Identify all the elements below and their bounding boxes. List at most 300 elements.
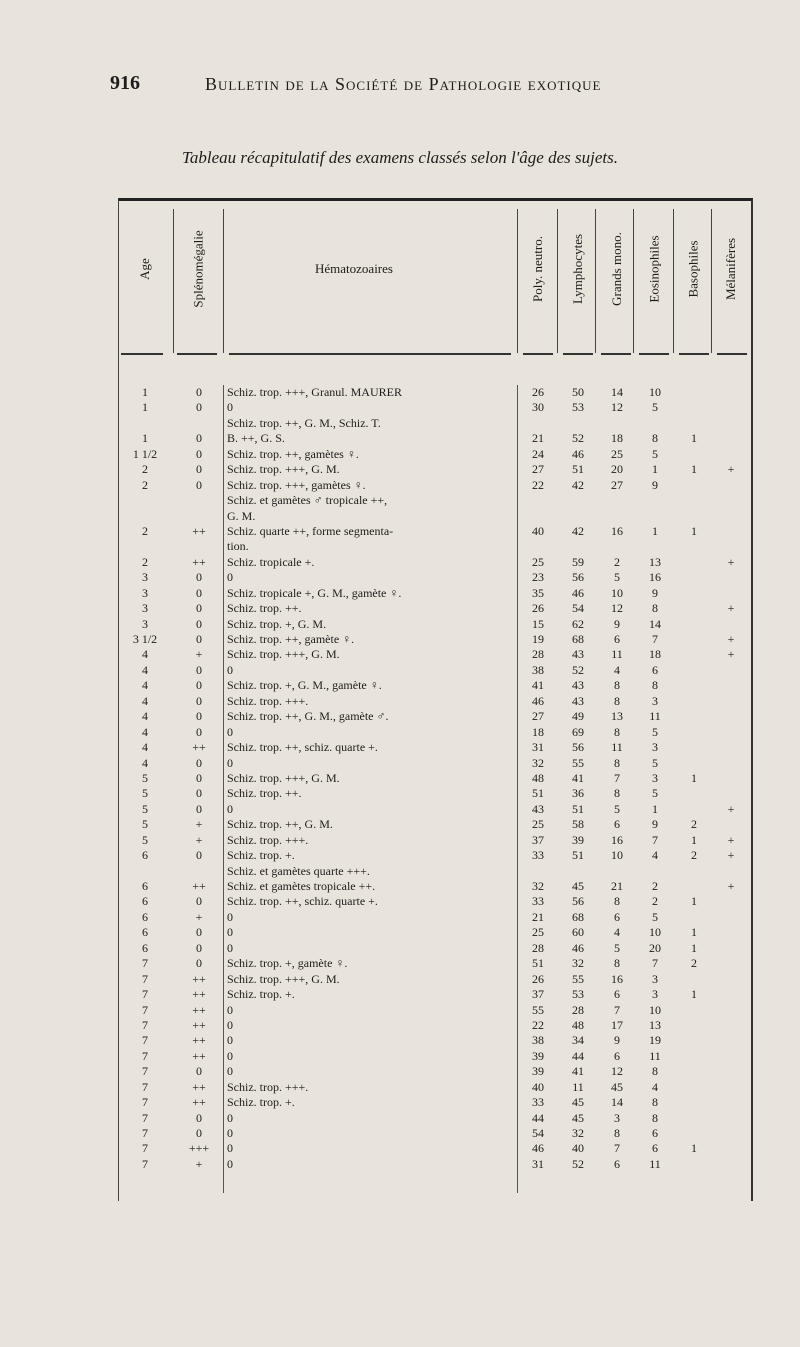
- cell-poly-neutro: 33: [532, 894, 544, 909]
- journal-title: Bulletin de la Société de Pathologie exotique: [205, 74, 602, 94]
- cell-splenomegalie: ++: [192, 1095, 206, 1110]
- cell-poly-neutro: 25: [532, 817, 544, 832]
- table-row: [119, 1064, 751, 1079]
- cell-lymphocytes: 39: [572, 832, 584, 847]
- cell-hematozoaires: 0: [227, 1126, 233, 1140]
- cell-lymphocytes: 53: [572, 400, 584, 415]
- table-row: [119, 462, 751, 477]
- cell-hematozoaires: Schiz. trop. +, G. M.: [227, 616, 327, 631]
- cell-poly-neutro: 38: [532, 662, 544, 677]
- cell-grands-mono: 6: [614, 817, 620, 832]
- cell-basophiles: 1: [691, 770, 697, 785]
- cell-eosinophiles: 9: [652, 817, 658, 832]
- table-row: [119, 756, 751, 771]
- cell-splenomegalie: 0: [196, 786, 202, 801]
- cell-lymphocytes: 45: [572, 1095, 584, 1110]
- cell-basophiles: 1: [691, 925, 697, 940]
- header-rule: [177, 353, 217, 355]
- cell-melaniferes: +: [727, 832, 735, 847]
- table-row: [119, 694, 751, 709]
- table-row: [119, 555, 751, 570]
- cell-grands-mono: 21: [611, 879, 623, 893]
- cell-age: 7: [142, 1048, 148, 1063]
- cell-basophiles: 1: [691, 987, 697, 1002]
- cell-hematozoaires: Schiz. trop. +++, G. M.: [227, 770, 340, 785]
- cell-hematozoaires: Schiz. trop. ++.: [227, 601, 302, 616]
- cell-splenomegalie: ++: [192, 523, 206, 538]
- cell-poly-neutro: 27: [532, 709, 544, 724]
- cell-eosinophiles: 1: [652, 801, 658, 816]
- cell-age: 6: [142, 879, 148, 893]
- cell-hematozoaires: Schiz. trop. +++, G. M.: [227, 971, 340, 986]
- cell-grands-mono: 20: [611, 462, 623, 477]
- cell-age: 3: [142, 601, 148, 616]
- cell-grands-mono: 7: [614, 770, 620, 785]
- cell-grands-mono: 10: [611, 848, 623, 863]
- column-divider: [223, 209, 224, 353]
- cell-eosinophiles: 7: [652, 832, 658, 847]
- cell-age: 5: [142, 801, 148, 816]
- cell-eosinophiles: 11: [649, 1156, 661, 1171]
- cell-hematozoaires: 0: [227, 801, 233, 816]
- cell-hematozoaires: Schiz. trop. +++, G. M.: [227, 647, 340, 662]
- cell-splenomegalie: ++: [192, 1048, 206, 1063]
- table-row: [119, 678, 751, 693]
- cell-splenomegalie: 0: [196, 925, 202, 940]
- cell-age: 4: [142, 647, 148, 662]
- cell-poly-neutro: 31: [532, 1156, 544, 1171]
- header-rule: [639, 353, 669, 355]
- cell-eosinophiles: 13: [649, 1017, 661, 1032]
- cell-grands-mono: 10: [611, 585, 623, 600]
- cell-age: 7: [142, 1095, 148, 1110]
- cell-grands-mono: 45: [611, 1079, 623, 1094]
- cell-eosinophiles: 6: [652, 1126, 658, 1140]
- header-grands-mono: Grands mono.: [609, 231, 625, 306]
- cell-basophiles: 2: [691, 848, 697, 863]
- cell-hematozoaires: Schiz. trop. ++, G. M., Schiz. T.: [227, 415, 381, 430]
- cell-grands-mono: 3: [614, 1110, 620, 1125]
- cell-grands-mono: 17: [611, 1017, 623, 1032]
- cell-hematozoaires: Schiz. trop. +++, Granul. MAURER: [227, 385, 402, 399]
- cell-lymphocytes: 28: [572, 1002, 584, 1017]
- cell-age: 6: [142, 848, 148, 863]
- cell-basophiles: 1: [691, 523, 697, 538]
- cell-age: 7: [142, 1002, 148, 1017]
- cell-lymphocytes: 52: [572, 1156, 584, 1171]
- table-row: [119, 1126, 751, 1141]
- cell-poly-neutro: 33: [532, 1095, 544, 1110]
- cell-lymphocytes: 43: [572, 678, 584, 693]
- table-row: [119, 925, 751, 940]
- cell-splenomegalie: ++: [192, 879, 206, 893]
- cell-grands-mono: 8: [614, 786, 620, 801]
- cell-grands-mono: 12: [611, 1064, 623, 1079]
- cell-eosinophiles: 3: [652, 971, 658, 986]
- column-divider: [595, 209, 596, 353]
- cell-poly-neutro: 38: [532, 1033, 544, 1048]
- cell-poly-neutro: 26: [532, 601, 544, 616]
- cell-grands-mono: 12: [611, 400, 623, 415]
- cell-hematozoaires: Schiz. quarte ++, forme segmenta-: [227, 523, 394, 538]
- cell-eosinophiles: 4: [652, 1079, 658, 1094]
- cell-age: 2: [142, 554, 148, 569]
- cell-lymphocytes: 50: [572, 385, 584, 399]
- cell-hematozoaires: Schiz. trop. ++, G. M., gamète ♂.: [227, 709, 389, 724]
- cell-splenomegalie: +: [195, 832, 203, 847]
- cell-hematozoaires: Schiz. et gamètes ♂ tropicale ++,: [227, 493, 388, 508]
- column-divider: [557, 209, 558, 353]
- cell-hematozoaires: 0: [227, 724, 233, 739]
- cell-basophiles: 1: [691, 832, 697, 847]
- table-row: [119, 864, 751, 879]
- cell-splenomegalie: +: [195, 909, 203, 924]
- cell-splenomegalie: ++: [192, 1079, 206, 1094]
- cell-hematozoaires: Schiz. trop. ++, schiz. quarte +.: [227, 894, 378, 909]
- cell-age: 1: [142, 385, 148, 399]
- cell-eosinophiles: 3: [652, 693, 658, 708]
- table-row: [119, 385, 751, 400]
- cell-splenomegalie: 0: [196, 1110, 202, 1125]
- column-divider: [517, 209, 518, 353]
- cell-poly-neutro: 25: [532, 554, 544, 569]
- cell-splenomegalie: ++: [192, 1017, 206, 1032]
- cell-age: 7: [142, 1141, 148, 1156]
- cell-splenomegalie: 0: [196, 385, 202, 399]
- cell-grands-mono: 6: [614, 987, 620, 1002]
- cell-eosinophiles: 5: [652, 755, 658, 770]
- cell-basophiles: 2: [691, 817, 697, 832]
- summary-table: [118, 198, 753, 1201]
- cell-splenomegalie: 0: [196, 693, 202, 708]
- cell-grands-mono: 16: [611, 832, 623, 847]
- table-row: [119, 1049, 751, 1064]
- cell-hematozoaires: Schiz. trop. ++, schiz. quarte +.: [227, 740, 378, 755]
- cell-splenomegalie: +: [195, 1156, 203, 1171]
- cell-poly-neutro: 37: [532, 987, 544, 1002]
- cell-hematozoaires: Schiz. trop. ++, G. M.: [227, 817, 333, 832]
- cell-age: 7: [142, 1079, 148, 1094]
- cell-eosinophiles: 1: [652, 462, 658, 477]
- cell-melaniferes: +: [727, 647, 735, 662]
- cell-age: 1: [142, 431, 148, 446]
- cell-basophiles: 1: [691, 1141, 697, 1156]
- cell-splenomegalie: +: [195, 647, 203, 662]
- table-row: [119, 586, 751, 601]
- cell-age: 6: [142, 894, 148, 909]
- header-rule: [601, 353, 631, 355]
- cell-hematozoaires: Schiz. et gamètes quarte +++.: [227, 863, 370, 878]
- cell-eosinophiles: 5: [652, 909, 658, 924]
- cell-eosinophiles: 3: [652, 740, 658, 755]
- cell-eosinophiles: 5: [652, 724, 658, 739]
- cell-poly-neutro: 15: [532, 616, 544, 631]
- cell-grands-mono: 8: [614, 1126, 620, 1140]
- cell-age: 1 1/2: [132, 446, 158, 461]
- header-splenomegalie: Splénomégalie: [191, 229, 207, 308]
- cell-splenomegalie: 0: [196, 431, 202, 446]
- cell-basophiles: 1: [691, 431, 697, 446]
- cell-eosinophiles: 8: [652, 1095, 658, 1110]
- cell-age: 7: [142, 1033, 148, 1048]
- table-row: [119, 1141, 751, 1156]
- cell-age: 5: [142, 786, 148, 801]
- cell-eosinophiles: 11: [649, 1048, 661, 1063]
- table-row: [119, 1003, 751, 1018]
- cell-hematozoaires: Schiz. trop. +++.: [227, 693, 309, 708]
- cell-splenomegalie: 0: [196, 801, 202, 816]
- cell-lymphocytes: 32: [572, 956, 584, 971]
- cell-grands-mono: 16: [611, 523, 623, 538]
- cell-poly-neutro: 41: [532, 678, 544, 693]
- cell-eosinophiles: 5: [652, 400, 658, 415]
- cell-basophiles: 2: [691, 956, 697, 971]
- table-row: [119, 894, 751, 909]
- table-row: [119, 972, 751, 987]
- cell-lymphocytes: 42: [572, 477, 584, 492]
- cell-poly-neutro: 21: [532, 909, 544, 924]
- cell-eosinophiles: 4: [652, 848, 658, 863]
- cell-lymphocytes: 56: [572, 570, 584, 585]
- cell-grands-mono: 13: [611, 709, 623, 724]
- table-row: [119, 848, 751, 863]
- cell-poly-neutro: 39: [532, 1064, 544, 1079]
- cell-eosinophiles: 3: [652, 987, 658, 1002]
- cell-lymphocytes: 43: [572, 647, 584, 662]
- cell-splenomegalie: 0: [196, 709, 202, 724]
- cell-poly-neutro: 18: [532, 724, 544, 739]
- table-row: [119, 817, 751, 832]
- cell-hematozoaires: 0: [227, 1141, 233, 1156]
- cell-splenomegalie: +: [195, 817, 203, 832]
- cell-lymphocytes: 43: [572, 693, 584, 708]
- cell-hematozoaires: Schiz. et gamètes tropicale ++.: [227, 879, 376, 893]
- cell-eosinophiles: 7: [652, 956, 658, 971]
- cell-age: 4: [142, 709, 148, 724]
- cell-grands-mono: 9: [614, 616, 620, 631]
- table-row: [119, 1033, 751, 1048]
- cell-splenomegalie: ++: [192, 740, 206, 755]
- header-rule: [679, 353, 709, 355]
- header-poly-neutro: Poly. neutro.: [530, 235, 545, 302]
- cell-grands-mono: 16: [611, 971, 623, 986]
- cell-poly-neutro: 33: [532, 848, 544, 863]
- table-row: [119, 509, 751, 524]
- cell-lymphocytes: 59: [572, 554, 584, 569]
- table-row: [119, 941, 751, 956]
- cell-lymphocytes: 51: [572, 801, 584, 816]
- cell-splenomegalie: 0: [196, 570, 202, 585]
- cell-age: 7: [142, 1110, 148, 1125]
- cell-grands-mono: 4: [614, 925, 620, 940]
- cell-poly-neutro: 30: [532, 400, 544, 415]
- cell-splenomegalie: 0: [196, 446, 202, 461]
- table-row: [119, 802, 751, 817]
- cell-poly-neutro: 26: [532, 385, 544, 399]
- cell-grands-mono: 8: [614, 755, 620, 770]
- cell-grands-mono: 6: [614, 1156, 620, 1171]
- cell-hematozoaires: 0: [227, 940, 233, 955]
- header-hematozoaires: Hématozoaires: [315, 261, 393, 276]
- cell-splenomegalie: 0: [196, 1064, 202, 1079]
- cell-splenomegalie: 0: [196, 956, 202, 971]
- table-row: [119, 987, 751, 1002]
- cell-eosinophiles: 10: [649, 1002, 661, 1017]
- cell-hematozoaires: Schiz. tropicale +.: [227, 554, 315, 569]
- table-row: [119, 570, 751, 585]
- cell-age: 4: [142, 693, 148, 708]
- cell-splenomegalie: ++: [192, 1033, 206, 1048]
- cell-hematozoaires: B. ++, G. S.: [227, 431, 285, 446]
- cell-poly-neutro: 40: [532, 1079, 544, 1094]
- cell-poly-neutro: 28: [532, 940, 544, 955]
- cell-melaniferes: +: [727, 632, 735, 646]
- cell-age: 1: [142, 400, 148, 415]
- cell-age: 6: [142, 909, 148, 924]
- table-row: [119, 1111, 751, 1126]
- cell-hematozoaires: Schiz. trop. +++.: [227, 832, 309, 847]
- cell-eosinophiles: 8: [652, 1110, 658, 1125]
- cell-lymphocytes: 55: [572, 755, 584, 770]
- cell-age: 4: [142, 755, 148, 770]
- cell-hematozoaires: tion.: [227, 539, 249, 554]
- cell-eosinophiles: 8: [652, 601, 658, 616]
- cell-lymphocytes: 11: [572, 1079, 584, 1094]
- cell-lymphocytes: 41: [572, 770, 584, 785]
- cell-grands-mono: 8: [614, 678, 620, 693]
- cell-splenomegalie: 0: [196, 477, 202, 492]
- cell-age: 5: [142, 832, 148, 847]
- cell-hematozoaires: 0: [227, 1110, 233, 1125]
- cell-eosinophiles: 2: [652, 894, 658, 909]
- table-row: [119, 910, 751, 925]
- cell-hematozoaires: Schiz. trop. +.: [227, 1095, 295, 1110]
- cell-poly-neutro: 51: [532, 786, 544, 801]
- cell-eosinophiles: 6: [652, 662, 658, 677]
- cell-hematozoaires: 0: [227, 662, 233, 677]
- cell-age: 3: [142, 585, 148, 600]
- cell-eosinophiles: 7: [652, 632, 658, 646]
- cell-age: 2: [142, 462, 148, 477]
- cell-eosinophiles: 14: [649, 616, 661, 631]
- cell-hematozoaires: 0: [227, 925, 233, 940]
- cell-splenomegalie: 0: [196, 755, 202, 770]
- cell-melaniferes: +: [727, 879, 735, 893]
- cell-poly-neutro: 46: [532, 693, 544, 708]
- cell-age: 7: [142, 1126, 148, 1140]
- table-body: [119, 385, 751, 1172]
- table-row: [119, 524, 751, 539]
- cell-hematozoaires: Schiz. trop. ++, gamètes ♀.: [227, 446, 359, 461]
- table-row: [119, 447, 751, 462]
- cell-age: 4: [142, 724, 148, 739]
- cell-hematozoaires: Schiz. trop. +++, G. M.: [227, 462, 340, 477]
- cell-poly-neutro: 26: [532, 971, 544, 986]
- cell-grands-mono: 25: [611, 446, 623, 461]
- header-rule: [523, 353, 553, 355]
- cell-basophiles: 1: [691, 462, 697, 477]
- cell-poly-neutro: 44: [532, 1110, 544, 1125]
- cell-splenomegalie: 0: [196, 585, 202, 600]
- cell-grands-mono: 5: [614, 940, 620, 955]
- cell-splenomegalie: ++: [192, 987, 206, 1002]
- cell-grands-mono: 6: [614, 909, 620, 924]
- cell-hematozoaires: 0: [227, 755, 233, 770]
- cell-lymphocytes: 46: [572, 940, 584, 955]
- cell-eosinophiles: 9: [652, 477, 658, 492]
- cell-age: 7: [142, 956, 148, 971]
- cell-lymphocytes: 41: [572, 1064, 584, 1079]
- cell-hematozoaires: Schiz. trop. +.: [227, 987, 295, 1002]
- table-row: [119, 431, 751, 446]
- cell-splenomegalie: 0: [196, 400, 202, 415]
- table-row: [119, 1018, 751, 1033]
- cell-eosinophiles: 13: [649, 554, 661, 569]
- cell-grands-mono: 11: [611, 647, 623, 662]
- cell-age: 5: [142, 817, 148, 832]
- cell-poly-neutro: 32: [532, 755, 544, 770]
- cell-lymphocytes: 56: [572, 740, 584, 755]
- cell-grands-mono: 8: [614, 724, 620, 739]
- cell-age: 6: [142, 925, 148, 940]
- cell-lymphocytes: 52: [572, 662, 584, 677]
- cell-melaniferes: +: [727, 601, 735, 616]
- cell-hematozoaires: 0: [227, 1033, 233, 1048]
- cell-lymphocytes: 45: [572, 879, 584, 893]
- header-rule: [229, 353, 511, 355]
- cell-grands-mono: 7: [614, 1141, 620, 1156]
- cell-lymphocytes: 56: [572, 894, 584, 909]
- cell-poly-neutro: 48: [532, 770, 544, 785]
- cell-age: 7: [142, 1017, 148, 1032]
- table-row: [119, 478, 751, 493]
- header-eosinophiles: Eosinophiles: [647, 234, 663, 303]
- cell-poly-neutro: 24: [532, 446, 544, 461]
- cell-eosinophiles: 5: [652, 446, 658, 461]
- cell-eosinophiles: 1: [652, 523, 658, 538]
- table-row: [119, 632, 751, 647]
- cell-eosinophiles: 8: [652, 431, 658, 446]
- header-melaniferes: Mélanifères: [723, 237, 738, 300]
- cell-lymphocytes: 54: [572, 601, 584, 616]
- cell-poly-neutro: 35: [532, 585, 544, 600]
- cell-lymphocytes: 45: [572, 1110, 584, 1125]
- header-rule: [563, 353, 593, 355]
- cell-grands-mono: 8: [614, 956, 620, 971]
- cell-eosinophiles: 11: [649, 709, 661, 724]
- cell-poly-neutro: 28: [532, 647, 544, 662]
- column-divider: [633, 209, 634, 353]
- cell-eosinophiles: 18: [649, 647, 661, 662]
- cell-poly-neutro: 46: [532, 1141, 544, 1156]
- header-age: Age: [136, 257, 152, 280]
- cell-age: 4: [142, 662, 148, 677]
- cell-grands-mono: 27: [611, 477, 623, 492]
- cell-lymphocytes: 51: [572, 462, 584, 477]
- cell-lymphocytes: 68: [572, 632, 584, 646]
- cell-eosinophiles: 8: [652, 1064, 658, 1079]
- table-row: [119, 786, 751, 801]
- cell-hematozoaires: Schiz. trop. ++, gamète ♀.: [227, 632, 355, 646]
- cell-splenomegalie: 0: [196, 632, 202, 646]
- cell-age: 2: [142, 477, 148, 492]
- cell-age: 5: [142, 770, 148, 785]
- cell-grands-mono: 14: [611, 385, 623, 399]
- table-row: [119, 740, 751, 755]
- cell-lymphocytes: 40: [572, 1141, 584, 1156]
- cell-age: 4: [142, 678, 148, 693]
- cell-poly-neutro: 19: [532, 632, 544, 646]
